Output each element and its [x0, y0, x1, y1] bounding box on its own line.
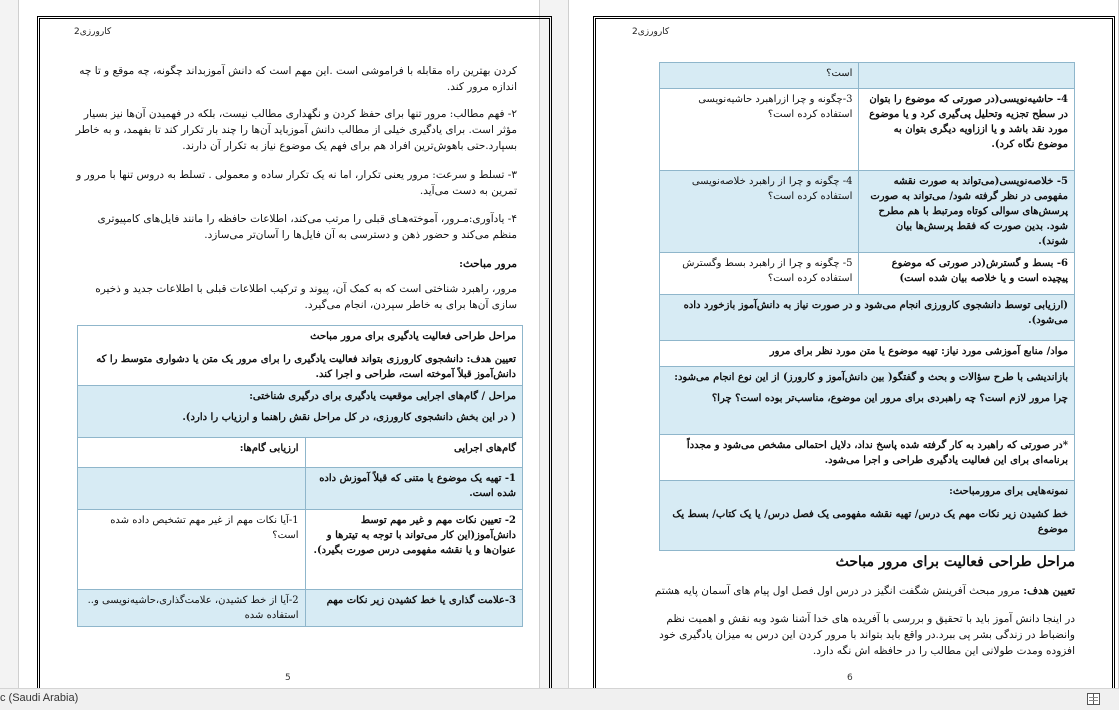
- reflection-cell: [660, 367, 1075, 435]
- step-cell: 6- بسط و گسترش(در صورتی که موضوع پیچیده است و یا خلاصه بیان شده است): [859, 253, 1075, 295]
- samples-text: خط کشیدن زیر نکات مهم یک درس/ تهیه نقشه مفهومی یک فصل درس/ یا یک کتاب/ بسط یک موضوع: [672, 509, 1068, 535]
- eval-cell: 3-چگونه و چرا ازراهبرد حاشیه‌نویسی استفاده کرده است؟: [660, 89, 859, 171]
- paragraph-understanding: ۲- فهم مطالب: مرور تنها برای حفظ کردن و نگهداری مطالب نیست، بلکه در فهمیدن آن‌ها نیز بسیار مؤثر است. برای یادگیری خیلی از مطالب دانش آموزباید آن‌ها را چند بار تکرار کند تا بفهمد، و به خاطر بسپارد.حتی باهوش‌ترین افراد هم برای فهم یک موضوع نیاز به تکرار آن دارند.: [75, 108, 517, 152]
- eval-cell: 4- چگونه و چرا از راهبرد خلاصه‌نویسی استفاده کرده است؟: [660, 171, 859, 253]
- eval-cell: 2-آیا از خط کشیدن، علامت‌گذاری،حاشیه‌نویسی و.. استفاده شده: [78, 590, 306, 627]
- table-row: [660, 253, 1075, 295]
- step-cell: 4- حاشیه‌نویسی(در صورتی که موضوع را بتوان در سطح تجزیه وتحلیل پی‌گیری کرد و یا موضوع مورد نقد باشد و یا اززاویه دیگری بتوان به موضوع نگاه کرد).: [859, 89, 1075, 171]
- table-row: [660, 89, 1075, 171]
- activity-table: [77, 325, 523, 627]
- step-cell: 1- تهیه یک موضوع یا متنی که قبلاً آموزش داده شده است.: [305, 468, 522, 510]
- table-cell: [78, 386, 523, 438]
- paragraph-description: در اینجا دانش آموز باید با تحقیق و بررسی با آفریده های خدا آشنا شود وبه نقش و اهمیت نظم وانضباط در زندگی بشر پی ببرد.در واقع باید بتواند با مرور کردن این درس به میزان یادگیری خود افزوده ومدت طولانی این مطالب را در حافظه اش نگه دارد.: [659, 613, 1075, 657]
- table-row: [78, 326, 523, 386]
- page-header: کارورزی2: [74, 27, 112, 37]
- step-cell: 3-علامت گذاری یا خط کشیدن زیر نکات مهم: [305, 590, 522, 627]
- status-bar: [0, 688, 1119, 710]
- section-heading: مراحل طراحی فعالیت برای مرور مباحث: [835, 554, 1075, 570]
- table-row: [78, 510, 523, 590]
- materials-cell: مواد/ منابع آموزشی مورد نیاز: تهیه موضوع یا متن مورد نظر برای مرور: [660, 341, 1075, 367]
- page-6: [568, 0, 1119, 688]
- remark-cell: *در صورتی که راهبرد به کار گرفته شده پاسخ نداد، دلایل احتمالی مشخص می‌شود و مجدداً برنامه‌ای برای این فعالیت یادگیری طراحی و اجرا می‌شود.: [660, 435, 1075, 481]
- table-row: [660, 63, 1075, 89]
- table-row: [660, 295, 1075, 341]
- table-row: [78, 468, 523, 510]
- paragraph-definition: مرور، راهبرد شناختی است که به کمک آن، پیوند و ترکیب اطلاعات قبلی با اطلاعات جدید و ذخیره سازی آن‌ها برای به خاطر سپردن، انجام می‌گیرد.: [95, 283, 517, 311]
- table-row: [660, 481, 1075, 551]
- page-number: 6: [847, 673, 853, 683]
- step-cell: 2- تعیین نکات مهم و غیر مهم توسط دانش‌آموز(این کار می‌تواند با توجه به تیترها و عنوان‌ها و یا نقشه مفهومی درس صورت بگیرد).: [305, 510, 522, 590]
- table-row: [78, 590, 523, 627]
- table-title: مراحل طراحی فعالیت یادگیری برای مرور مباحث: [310, 331, 516, 342]
- eval-cell: [78, 468, 306, 510]
- table-row: [660, 341, 1075, 367]
- step-cell: 5- خلاصه‌نویسی(می‌تواند به صورت نقشه مفهومی در نظر گرفته شود/ می‌تواند به صورت پرسش‌های سوالی کوتاه ومرتبط با هم مطرح شود. بدین صورت که فقط پرسش‌ها بیان شوند).: [859, 171, 1075, 253]
- page-header: کارورزی2: [632, 27, 670, 37]
- samples-title: نمونه‌هایی برای مرورمباحث:: [949, 486, 1068, 497]
- goal-label: تعیین هدف:: [1023, 585, 1075, 597]
- step-cell: [859, 63, 1075, 89]
- eval-cell: است؟: [660, 63, 859, 89]
- paragraph-intro: کردن بهترین راه مقابله با فراموشی است .این مهم است که دانش آموزبداند چگونه، چه موقع و تا چه اندازه مرور کند.: [79, 65, 517, 93]
- page-5: [18, 0, 540, 688]
- language-indicator[interactable]: c (Saudi Arabia): [0, 692, 79, 704]
- reflection-intro: بازاندیشی با طرح سؤالات و بحث و گفتگو( بین دانش‌آموز و کارورز) از این نوع انجام می‌شود:: [674, 372, 1068, 383]
- column-header-steps: گام‌های اجرایی: [305, 438, 522, 468]
- eval-cell: 1-آیا نکات مهم از غیر مهم تشخیص داده شده است؟: [78, 510, 306, 590]
- reflection-questions: چرا مرور لازم است؟ چه راهبردی برای مرور این موضوع، مناسب‌تر بوده است؟ چرا؟: [711, 393, 1068, 404]
- goal-line: [629, 583, 1075, 599]
- page-number: 5: [285, 673, 291, 683]
- paragraph-mastery: ۳- تسلط و سرعت: مرور یعنی تکرار، اما نه یک تکرار ساده و معمولی . تسلط به دروس تنها با مرور و تمرین به دست می‌آید.: [76, 169, 517, 197]
- activity-table-continued: [659, 62, 1075, 551]
- table-row: [78, 386, 523, 438]
- table-cell: [78, 326, 523, 386]
- samples-cell: [660, 481, 1075, 551]
- eval-cell: 5- چگونه و چرا از راهبرد بسط وگسترش استفاده کرده است؟: [660, 253, 859, 295]
- section-heading: مرور مباحث:: [459, 258, 517, 270]
- table-row: [660, 367, 1075, 435]
- goal-text: مرور مبحث آفرینش شگفت انگیز در درس اول فصل اول پیام های آسمان پایه هشتم: [654, 585, 1020, 597]
- paragraph-recall: ۴- یادآوری:مـرور، آموخته‌هـای قبلی را مرتب می‌کند، اطلاعات حافظه را مانند فایل‌های کامپیوتری منظم می‌کند و حضور ذهن و دسترسی به آن فایل‌ها را آسان‌تر می‌سازد.: [97, 213, 517, 241]
- phases-title: مراحل / گام‌های اجرایی موقعیت یادگیری برای درگیری شناختی:: [249, 391, 516, 402]
- book-layout-icon[interactable]: [1087, 693, 1100, 705]
- table-row: [660, 171, 1075, 253]
- table-goal: تعیین هدف: دانشجوی کارورزی بتواند فعالیت یادگیری را برای مرور یک متن یا دشواری متوسط را که دانش‌آموز قبلاً آموخته است، طراحی و اجرا کند.: [96, 354, 516, 380]
- table-header-row: [78, 438, 523, 468]
- phases-note: ( در این بخش دانشجوی کارورزی، در کل مراحل نقش راهنما و ارزیاب را دارد).: [182, 412, 516, 423]
- note-cell: (ارزیابی توسط دانشجوی کارورزی انجام می‌شود و در صورت نیاز به دانش‌آموز بازخورد داده می‌شود).: [660, 295, 1075, 341]
- table-row: [660, 435, 1075, 481]
- column-header-eval: ارزیابی گام‌ها:: [78, 438, 306, 468]
